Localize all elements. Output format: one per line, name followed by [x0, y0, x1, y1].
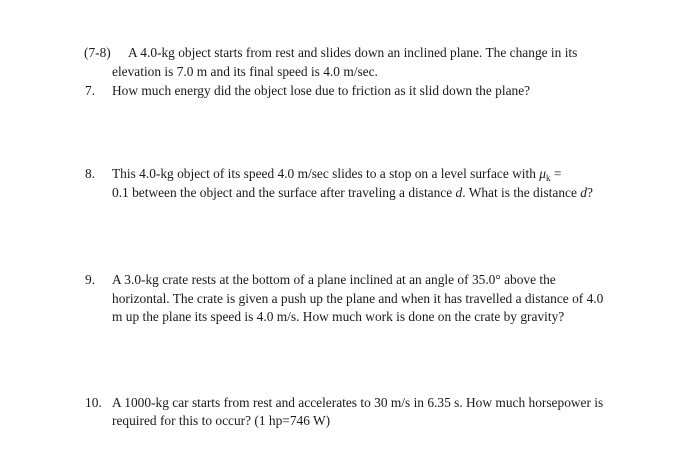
question-8-number: 8. — [85, 166, 96, 181]
question-8-line-2-b: . What is the distance — [462, 185, 581, 200]
question-7-number: 7. — [85, 83, 96, 98]
question-8-line-1 — [112, 165, 561, 184]
question-9-line-3: m up the plane its speed is 4.0 m/s. How much work is done on the crate by gravity? — [112, 309, 565, 324]
question-8-line-2 — [112, 184, 593, 202]
intro-label: (7-8) — [84, 45, 111, 60]
question-8-line-2-a: 0.1 between the object and the surface after traveling a distance — [112, 185, 456, 200]
question-8-equals: = — [550, 166, 562, 181]
variable-d: d — [455, 185, 463, 200]
mu-subscript: k — [546, 173, 551, 183]
question-7-line-1: How much energy did the object lose due to friction as it slid down the plane? — [112, 83, 531, 98]
intro-line-1: A 4.0-kg object starts from rest and slides down an inclined plane. The change in its — [128, 45, 578, 60]
question-8-line-1-text: This 4.0-kg object of its speed 4.0 m/sec slides to a stop on a level surface with — [112, 166, 540, 181]
variable-d: d — [580, 185, 587, 200]
question-8-line-2-c: ? — [586, 185, 593, 200]
question-10-line-2: required for this to occur? (1 hp=746 W) — [112, 413, 331, 428]
question-9-number: 9. — [85, 272, 96, 287]
question-10-line-1: A 1000-kg car starts from rest and accelerates to 30 m/s in 6.35 s. How much horsepower is — [112, 395, 604, 410]
mu-symbol: μ — [539, 166, 547, 181]
question-9-line-1: A 3.0-kg crate rests at the bottom of a plane inclined at an angle of 35.0° above the — [112, 272, 556, 287]
intro-line-2: elevation is 7.0 m and its final speed is 4.0 m/sec. — [112, 64, 378, 79]
question-9-line-2: horizontal. The crate is given a push up the plane and when it has travelled a distance of 4.0 — [112, 291, 604, 306]
question-10-number: 10. — [85, 395, 102, 410]
